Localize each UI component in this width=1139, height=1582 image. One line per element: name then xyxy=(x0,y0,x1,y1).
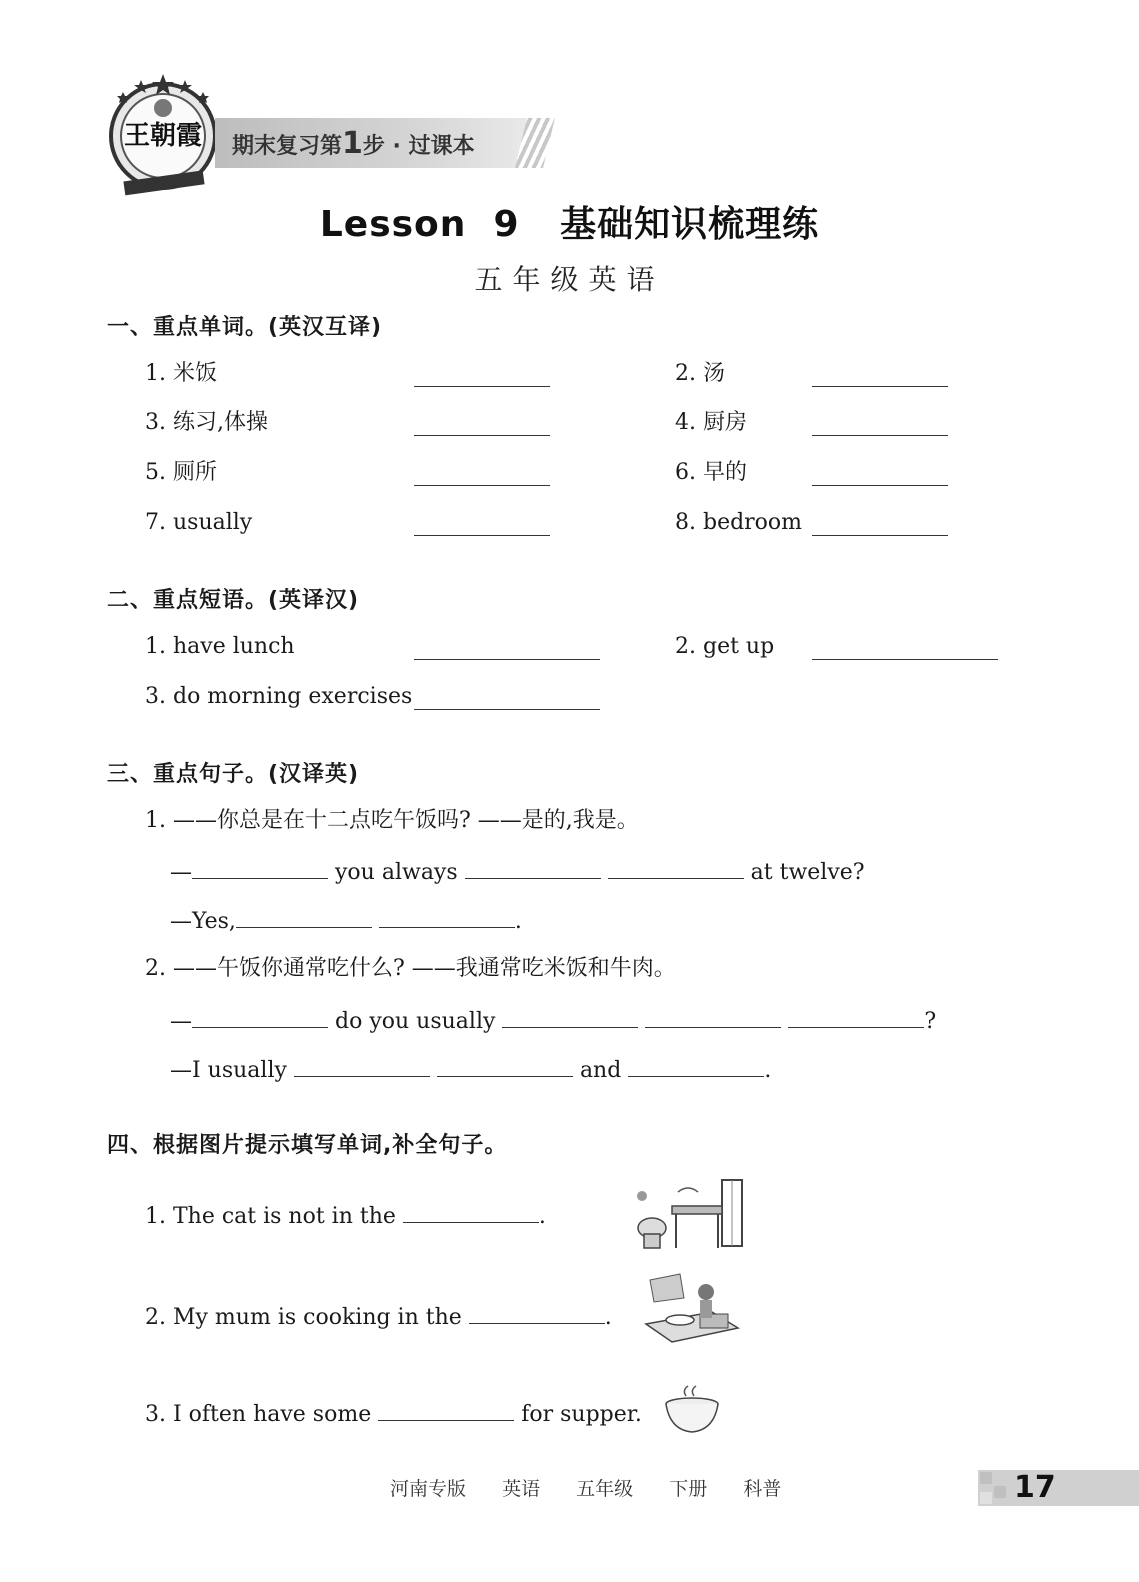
s3-q1a-blank-1[interactable] xyxy=(192,856,328,879)
s1-item-6: 6. 早的 xyxy=(675,460,747,485)
s3-q1b-text: —Yes, xyxy=(170,909,236,934)
s3-q2b-blank-2[interactable] xyxy=(437,1054,573,1077)
s3-q1a-text-2: at twelve? xyxy=(750,860,865,885)
s1-item-4: 4. 厨房 xyxy=(675,410,747,435)
s3-q2a-blank-1[interactable] xyxy=(192,1005,328,1028)
footer-info: 河南专版 英语 五年级 下册 科普 xyxy=(390,1478,782,1500)
s2-item-1: 1. have lunch xyxy=(145,634,295,659)
s3-q1b-blank-1[interactable] xyxy=(236,905,372,928)
s3-q2a-blank-2[interactable] xyxy=(502,1005,638,1028)
s1-item-3: 3. 练习,体操 xyxy=(145,410,268,435)
s3-q2-prompt: 2. ——午饭你通常吃什么? ——我通常吃米饭和牛肉。 xyxy=(145,956,676,981)
header-banner-text: 期末复习第1步 · 过课本 xyxy=(232,126,475,161)
s3-q2b-blank-3[interactable] xyxy=(628,1054,764,1077)
s3-q2b-end: . xyxy=(764,1058,772,1083)
s3-q1a-dash: — xyxy=(170,860,192,885)
s2-blank-1[interactable] xyxy=(414,659,600,660)
brand-logo-seal xyxy=(106,72,220,196)
page-number: 17 xyxy=(1014,1470,1056,1505)
s1-item-8: 8. bedroom xyxy=(675,510,803,535)
s1-item-7: 7. usually xyxy=(145,510,253,535)
s3-q1-prompt: 1. ——你总是在十二点吃午饭吗? ——是的,我是。 xyxy=(145,808,639,833)
s1-blank-5[interactable] xyxy=(414,485,550,486)
s3-q2a-dash: — xyxy=(170,1009,192,1034)
s1-blank-2[interactable] xyxy=(812,386,948,387)
page-number-box xyxy=(978,1470,1139,1506)
s3-q2b-text-1: and xyxy=(579,1058,622,1083)
kitchen-cooking-picture-icon xyxy=(640,1272,742,1348)
section-2-heading: 二、重点短语。(英译汉) xyxy=(107,588,360,613)
s4-item-1: 1. The cat is not in the . xyxy=(145,1200,546,1232)
s3-q2a-end: ? xyxy=(924,1009,937,1034)
s3-q2b-line xyxy=(170,1054,771,1086)
s3-q1a-line xyxy=(170,856,865,888)
s1-blank-3[interactable] xyxy=(414,435,550,436)
s1-item-5: 5. 厕所 xyxy=(145,460,217,485)
s2-item-3: 3. do morning exercises xyxy=(145,684,413,709)
s2-blank-2[interactable] xyxy=(812,659,998,660)
s3-q1a-text-1: you always xyxy=(335,860,458,885)
section-4-heading: 四、根据图片提示填写单词,补全句子。 xyxy=(107,1133,508,1158)
s2-item-2: 2. get up xyxy=(675,634,775,659)
section-3-heading: 三、重点句子。(汉译英) xyxy=(107,762,360,787)
page-title: Lesson 9 基础知识梳理练 xyxy=(319,204,820,245)
s3-q2a-blank-3[interactable] xyxy=(645,1005,781,1028)
soup-bowl-picture-icon xyxy=(662,1382,722,1436)
s3-q2b-text: —I usually xyxy=(170,1058,287,1083)
s1-blank-6[interactable] xyxy=(812,485,948,486)
s1-blank-8[interactable] xyxy=(812,535,948,536)
s3-q2a-blank-4[interactable] xyxy=(788,1005,924,1028)
s4-blank-3[interactable] xyxy=(378,1398,514,1421)
s3-q1a-blank-2[interactable] xyxy=(465,856,601,879)
logo-text: 王朝霞 xyxy=(123,121,203,151)
s1-blank-4[interactable] xyxy=(812,435,948,436)
s1-item-2: 2. 汤 xyxy=(675,361,725,386)
s2-blank-3[interactable] xyxy=(414,709,600,710)
s1-blank-1[interactable] xyxy=(414,386,550,387)
s3-q1a-blank-3[interactable] xyxy=(608,856,744,879)
s3-q1b-end: . xyxy=(514,909,522,934)
s3-q1b-blank-2[interactable] xyxy=(379,905,515,928)
s4-blank-2[interactable] xyxy=(469,1301,605,1324)
s4-item-2: 2. My mum is cooking in the . xyxy=(145,1301,612,1333)
s3-q2b-blank-1[interactable] xyxy=(294,1054,430,1077)
s3-q2a-line xyxy=(170,1005,936,1037)
s4-blank-1[interactable] xyxy=(403,1200,539,1223)
s4-item-3: 3. I often have some for supper. xyxy=(145,1398,642,1430)
page-subtitle: 五年级英语 xyxy=(474,263,665,296)
s3-q2a-text-1: do you usually xyxy=(335,1009,496,1034)
s3-q1b-line xyxy=(170,905,522,937)
s1-item-1: 1. 米饭 xyxy=(145,361,217,386)
s1-blank-7[interactable] xyxy=(414,535,550,536)
bathroom-picture-icon xyxy=(632,1178,748,1250)
section-1-heading: 一、重点单词。(英汉互译) xyxy=(107,315,383,340)
